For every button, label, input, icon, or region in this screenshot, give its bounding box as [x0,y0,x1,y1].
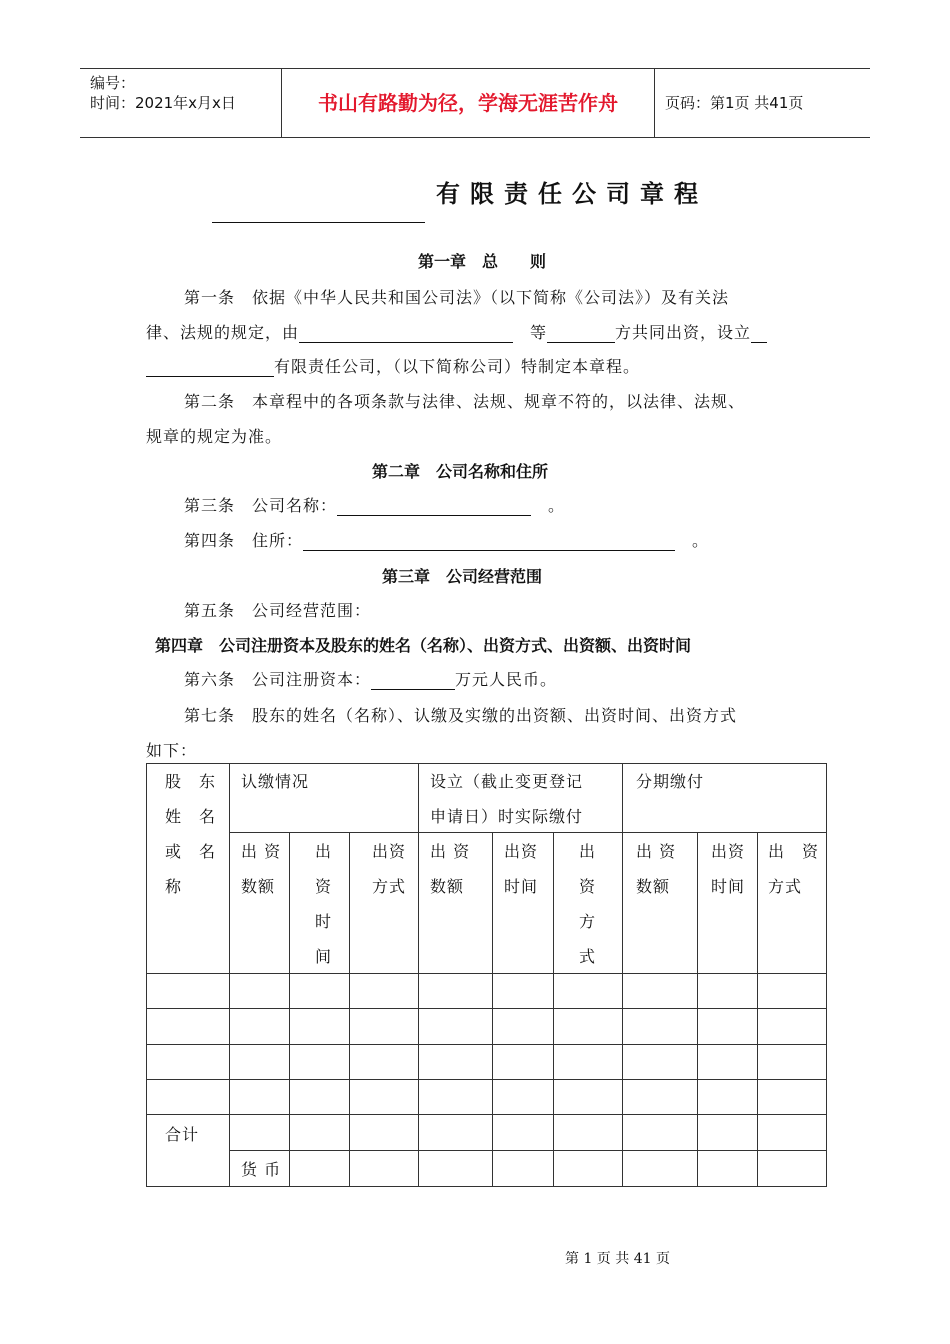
header-line: 数额 [241,877,276,896]
group-installment-header: 分期缴付 [636,772,705,791]
article-7-line2: 如下： [146,741,198,760]
article-6-unit: 万元人民币。 [455,670,558,689]
header-line: 数额 [636,877,671,896]
header-line: 出 资 [636,842,677,861]
article-2-line1: 第二条 本章程中的各项条款与法律、法规、规章不符的，以法律、法规、 [184,392,746,411]
table-line [553,832,554,1186]
shareholder-header-line: 或 名 [165,842,217,861]
shareholder-header-line: 称 [165,877,183,896]
header-line: 资 [315,877,333,896]
article-1-line2-post: 方共同出资，设立 [615,323,752,342]
table-line [289,832,290,1186]
article-1-line2-pre: 律、法规的规定，由 [146,323,300,342]
header-line: 方式 [372,877,407,896]
chapter-3-heading: 第三章 公司经营范围 [382,567,543,586]
g1-amount-header [241,834,281,904]
article-4-end: 。 [692,531,710,550]
currency-label: 货 币 [241,1160,282,1179]
table-line [146,973,827,974]
header-line: 资 [579,877,597,896]
article-2-line2: 规章的规定为准。 [146,427,283,446]
header-line: 时间 [711,877,746,896]
article-5: 第五条 公司经营范围： [184,601,372,620]
g1-method-header [372,834,406,904]
g2-time-header [504,834,538,904]
table-line [349,832,350,1186]
total-label: 合计 [165,1125,200,1144]
g3-method-header [768,834,819,904]
article-1-line1: 第一条 依据《中华人民共和国公司法》（以下简称《公司法》）及有关法 [184,288,730,307]
shareholder-header-line: 姓 名 [165,807,217,826]
page-info: 页码：第1页 共41页 [665,94,804,112]
header-line: 时间 [504,877,539,896]
table-line [826,763,827,1186]
article-3-label: 第三条 公司名称： [184,496,338,515]
article-7-line1: 第七条 股东的姓名（名称）、认缴及实缴的出资额、出资时间、出资方式 [184,706,738,725]
header-line: 出 资 [430,842,471,861]
group-paid-header-line2: 申请日）时实际缴付 [430,807,584,826]
table-line [229,1150,827,1151]
header-line: 出 [579,842,597,861]
table-line [697,832,698,1186]
header-line: 方式 [768,877,803,896]
table-line [146,1044,827,1045]
shareholder-header [165,764,216,904]
g2-method-header [579,834,596,974]
article-4-label: 第四条 住所： [184,531,304,550]
header-line: 出 资 [241,842,282,861]
header-line: 出资 [372,842,407,861]
shareholder-header-line: 股 东 [165,772,217,791]
header-line: 数额 [430,877,465,896]
table-line [757,832,758,1186]
header-line: 方 [579,912,597,931]
table-line [146,1008,827,1009]
table-line [146,763,147,1186]
g3-time-header [711,834,745,904]
motto: 书山有路勤为径，学海无涯苦作舟 [318,91,618,115]
g2-amount-header [430,834,470,904]
header-line: 出 资 [768,842,820,861]
table-line [622,763,623,1186]
group-subscribed-header: 认缴情况 [241,772,310,791]
table-line [418,763,419,1186]
article-1-line2-mid: 等 [530,323,548,342]
header-line: 出 [315,842,333,861]
chapter-1-heading: 第一章 总 则 [418,252,547,271]
header-line: 间 [315,947,333,966]
chapter-2-heading: 第二章 公司名称和住所 [372,462,549,481]
g3-amount-header [636,834,676,904]
table-line [229,763,230,1186]
table-line [492,832,493,1186]
chapter-4-heading: 第四章 公司注册资本及股东的姓名（名称）、出资方式、出资额、出资时间 [155,636,692,655]
article-3-end: 。 [548,496,566,515]
time-label: 时间：2021年x月x日 [90,94,236,112]
article-1-line3-post: 有限责任公司，（以下简称公司）特制定本章程。 [274,357,641,376]
header-line: 出资 [711,842,746,861]
g1-time-header [315,834,332,974]
header-line: 时 [315,912,333,931]
article-6-label: 第六条 公司注册资本： [184,670,372,689]
table-line [146,1079,827,1080]
table-line [146,1114,827,1115]
page-title: 有限责任公司章程 [436,180,708,208]
page-footer: 第 1 页 共 41 页 [565,1251,670,1267]
group-paid-header [430,764,583,834]
header-line: 出资 [504,842,539,861]
number-label: 编号： [90,74,136,92]
header-line: 式 [579,947,597,966]
group-paid-header-line1: 设立（截止变更登记 [430,772,584,791]
